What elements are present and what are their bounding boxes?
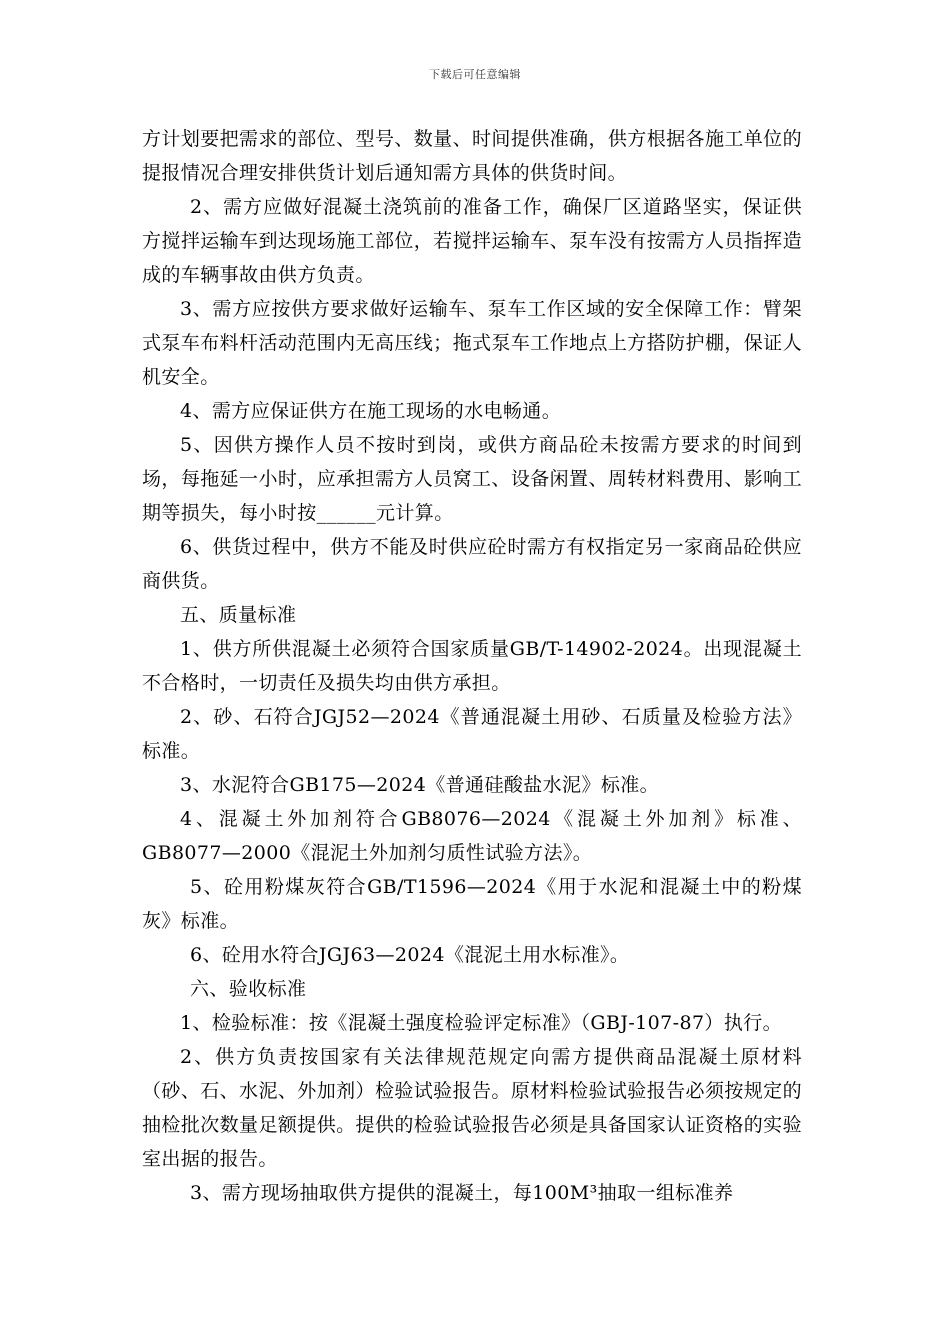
page-header: 下载后可任意编辑 <box>429 68 521 81</box>
document-body <box>142 122 802 1210</box>
paragraph-quality-3: 3、水泥符合GB175—2024《普通硅酸盐水泥》标准。 <box>180 774 660 796</box>
paragraph-acceptance-1: 1、检验标准：按《混凝土强度检验评定标准》（GBJ-107-87）执行。 <box>180 1012 783 1034</box>
paragraph-item-6: 6、供货过程中，供方不能及时供应砼时需方有权指定另一家商品砼供应商供货。 <box>142 536 802 592</box>
paragraph-item-3: 3、需方应按供方要求做好运输车、泵车工作区域的安全保障工作：臂架式泵车布料杆活动范围内无高压线；拖式泵车工作地点上方搭防护棚，保证人机安全。 <box>142 298 802 388</box>
section-heading-quality: 五、质量标准 <box>180 604 297 626</box>
paragraph-quality-4: 4、混凝土外加剂符合GB8076—2024《混凝土外加剂》标准、GB8077—2000《混泥土外加剂匀质性试验方法》。 <box>142 808 802 864</box>
paragraph-item-2: 2、需方应做好混凝土浇筑前的准备工作，确保厂区道路坚实，保证供方搅拌运输车到达现场施工部位，若搅拌运输车、泵车没有按需方人员指挥造成的车辆事故由供方负责。 <box>142 196 802 286</box>
paragraph-quality-1: 1、供方所供混凝土必须符合国家质量GB/T-14902-2024。出现混凝土不合格时，一切责任及损失均由供方承担。 <box>142 638 802 694</box>
paragraph-quality-6: 6、砼用水符合JGJ63—2024《混泥土用水标准》。 <box>190 944 630 966</box>
paragraph-acceptance-2: 2、供方负责按国家有关法律规范规定向需方提供商品混凝土原材料（砂、石、水泥、外加剂）检验试验报告。原材料检验试验报告必须按规定的抽检批次数量足额提供。提供的检验试验报告必须是具备国家认证资格的实验室出据的报告。 <box>142 1046 802 1170</box>
paragraph-acceptance-3: 3、需方现场抽取供方提供的混凝土，每100M³抽取一组标准养 <box>190 1182 734 1204</box>
section-heading-acceptance: 六、验收标准 <box>190 978 307 1000</box>
paragraph-item-5: 5、因供方操作人员不按时到岗，或供方商品砼未按需方要求的时间到场，每拖延一小时，应承担需方人员窝工、设备闲置、周转材料费用、影响工期等损失，每小时按______元计算。 <box>142 434 802 524</box>
paragraph-quality-5: 5、砼用粉煤灰符合GB/T1596—2024《用于水泥和混凝土中的粉煤灰》标准。 <box>142 876 802 932</box>
paragraph-quality-2: 2、砂、石符合JGJ52—2024《普通混凝土用砂、石质量及检验方法》标准。 <box>142 706 802 762</box>
paragraph-item-4: 4、需方应保证供方在施工现场的水电畅通。 <box>180 400 562 422</box>
paragraph-continuation: 方计划要把需求的部位、型号、数量、时间提供准确，供方根据各施工单位的提报情况合理安排供货计划后通知需方具体的供货时间。 <box>142 128 802 184</box>
